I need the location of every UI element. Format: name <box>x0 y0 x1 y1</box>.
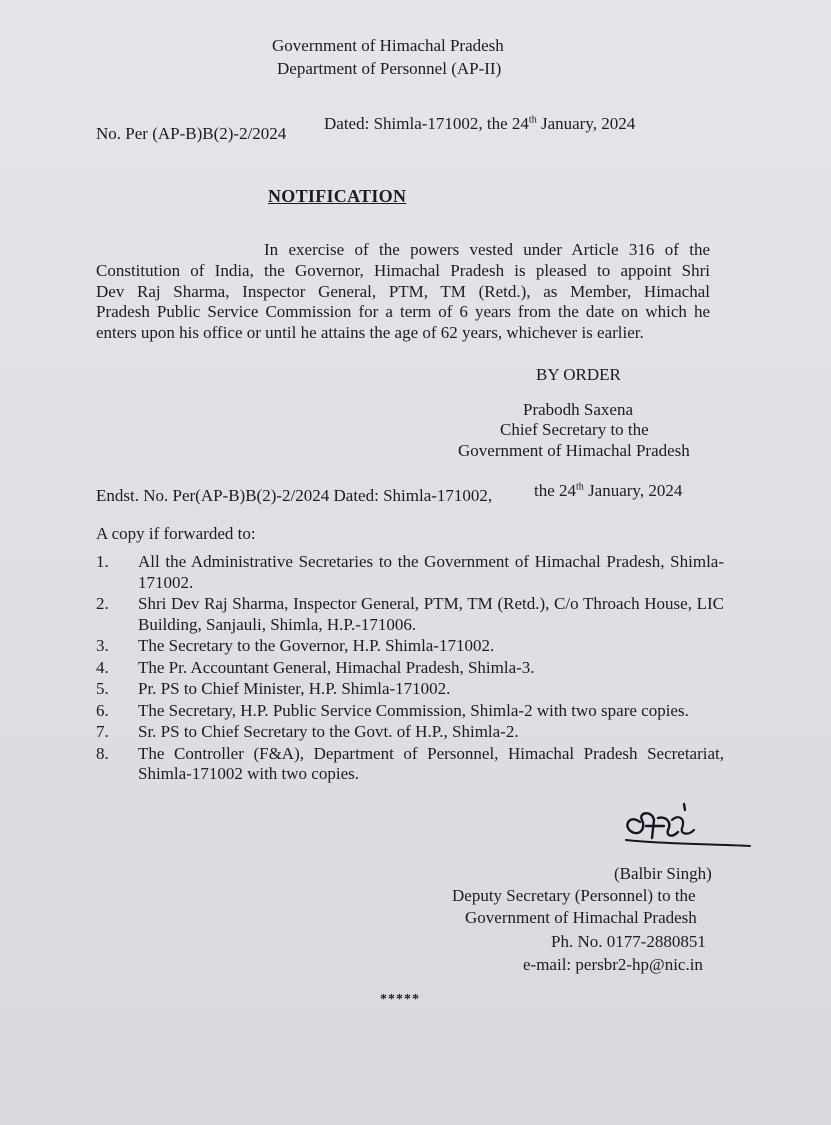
list-item-number: 8. <box>96 743 109 763</box>
signatory-designation: Deputy Secretary (Personnel) to the <box>452 886 696 905</box>
signatory-name: (Balbir Singh) <box>614 864 712 883</box>
list-item-text: The Secretary to the Governor, H.P. Shimla-171002. <box>138 636 495 655</box>
list-item-text: The Pr. Accountant General, Himachal Pradesh, Shimla-3. <box>138 657 535 677</box>
list-item <box>96 679 724 700</box>
list-item <box>96 744 724 785</box>
reference-number: No. Per (AP-B)B(2)-2/2024 <box>96 124 287 143</box>
header-government: Government of Himachal Pradesh <box>272 36 504 55</box>
body-line: Dev Raj Sharma, Inspector General, PTM, TM (Retd.), as Member, Himachal <box>96 281 710 301</box>
list-item-text: The Controller (F&A), Department of Personnel, Himachal Pradesh Secretariat, Shimla-171002 with two copies. <box>138 743 724 783</box>
list-item-text: All the Administrative Secretaries to the Government of Himachal Pradesh, Shimla-171002. <box>138 552 724 592</box>
list-item-number: 6. <box>96 700 109 720</box>
signatory-government: Government of Himachal Pradesh <box>465 908 697 927</box>
list-item-number: 5. <box>96 679 109 698</box>
chief-secretary-designation: Chief Secretary to the <box>500 420 649 439</box>
list-item <box>96 594 724 635</box>
by-order: BY ORDER <box>536 365 621 384</box>
list-item <box>96 701 724 722</box>
list-item-number: 2. <box>96 594 109 613</box>
list-item-text: Shri Dev Raj Sharma, Inspector General, PTM, TM (Retd.), C/o Throach House, LIC Building, Sanjauli, Shimla, H.P.-171006. <box>138 594 724 634</box>
body-line: Constitution of India, the Governor, Himachal Pradesh is pleased to appoint Shri <box>96 260 710 280</box>
body-line: Pradesh Public Service Commission for a term of 6 years from the date on which he <box>96 302 710 322</box>
notification-body <box>96 240 710 344</box>
list-item-text: Pr. PS to Chief Minister, H.P. Shimla-171002. <box>138 679 451 698</box>
list-item <box>96 658 724 679</box>
list-item-number: 3. <box>96 636 109 655</box>
body-line: enters upon his office or until he attains the age of 62 years, whichever is earlier. <box>96 323 644 343</box>
reference-date: Dated: Shimla-171002, the 24th January, 2024 <box>324 114 636 133</box>
endorsement-number: Endst. No. Per(AP-B)B(2)-2/2024 Dated: Shimla-171002, <box>96 486 493 505</box>
copy-forwarded-line: A copy if forwarded to: <box>96 524 256 543</box>
body-line: In exercise of the powers vested under Article 316 of the <box>264 240 710 259</box>
list-item-text: The Secretary, H.P. Public Service Commission, Shimla-2 with two spare copies. <box>138 700 689 720</box>
notification-title: NOTIFICATION <box>268 186 407 206</box>
chief-secretary-government: Government of Himachal Pradesh <box>458 441 690 460</box>
list-item <box>96 722 724 743</box>
signatory-phone: Ph. No. 0177-2880851 <box>551 932 706 951</box>
recipient-list <box>96 552 724 786</box>
list-item-number: 1. <box>96 552 109 571</box>
list-item <box>96 552 724 593</box>
list-item-number: 4. <box>96 657 109 677</box>
footer-mark: ***** <box>380 992 420 1007</box>
endorsement-date: the 24th January, 2024 <box>534 481 683 500</box>
signatory-email: e-mail: persbr2-hp@nic.in <box>523 955 703 974</box>
handwritten-signature <box>612 800 752 856</box>
list-item <box>96 636 724 657</box>
list-item-text: Sr. PS to Chief Secretary to the Govt. of H.P., Shimla-2. <box>138 722 519 741</box>
header-department: Department of Personnel (AP-II) <box>277 59 502 78</box>
list-item-number: 7. <box>96 722 109 741</box>
chief-secretary-name: Prabodh Saxena <box>523 400 634 419</box>
